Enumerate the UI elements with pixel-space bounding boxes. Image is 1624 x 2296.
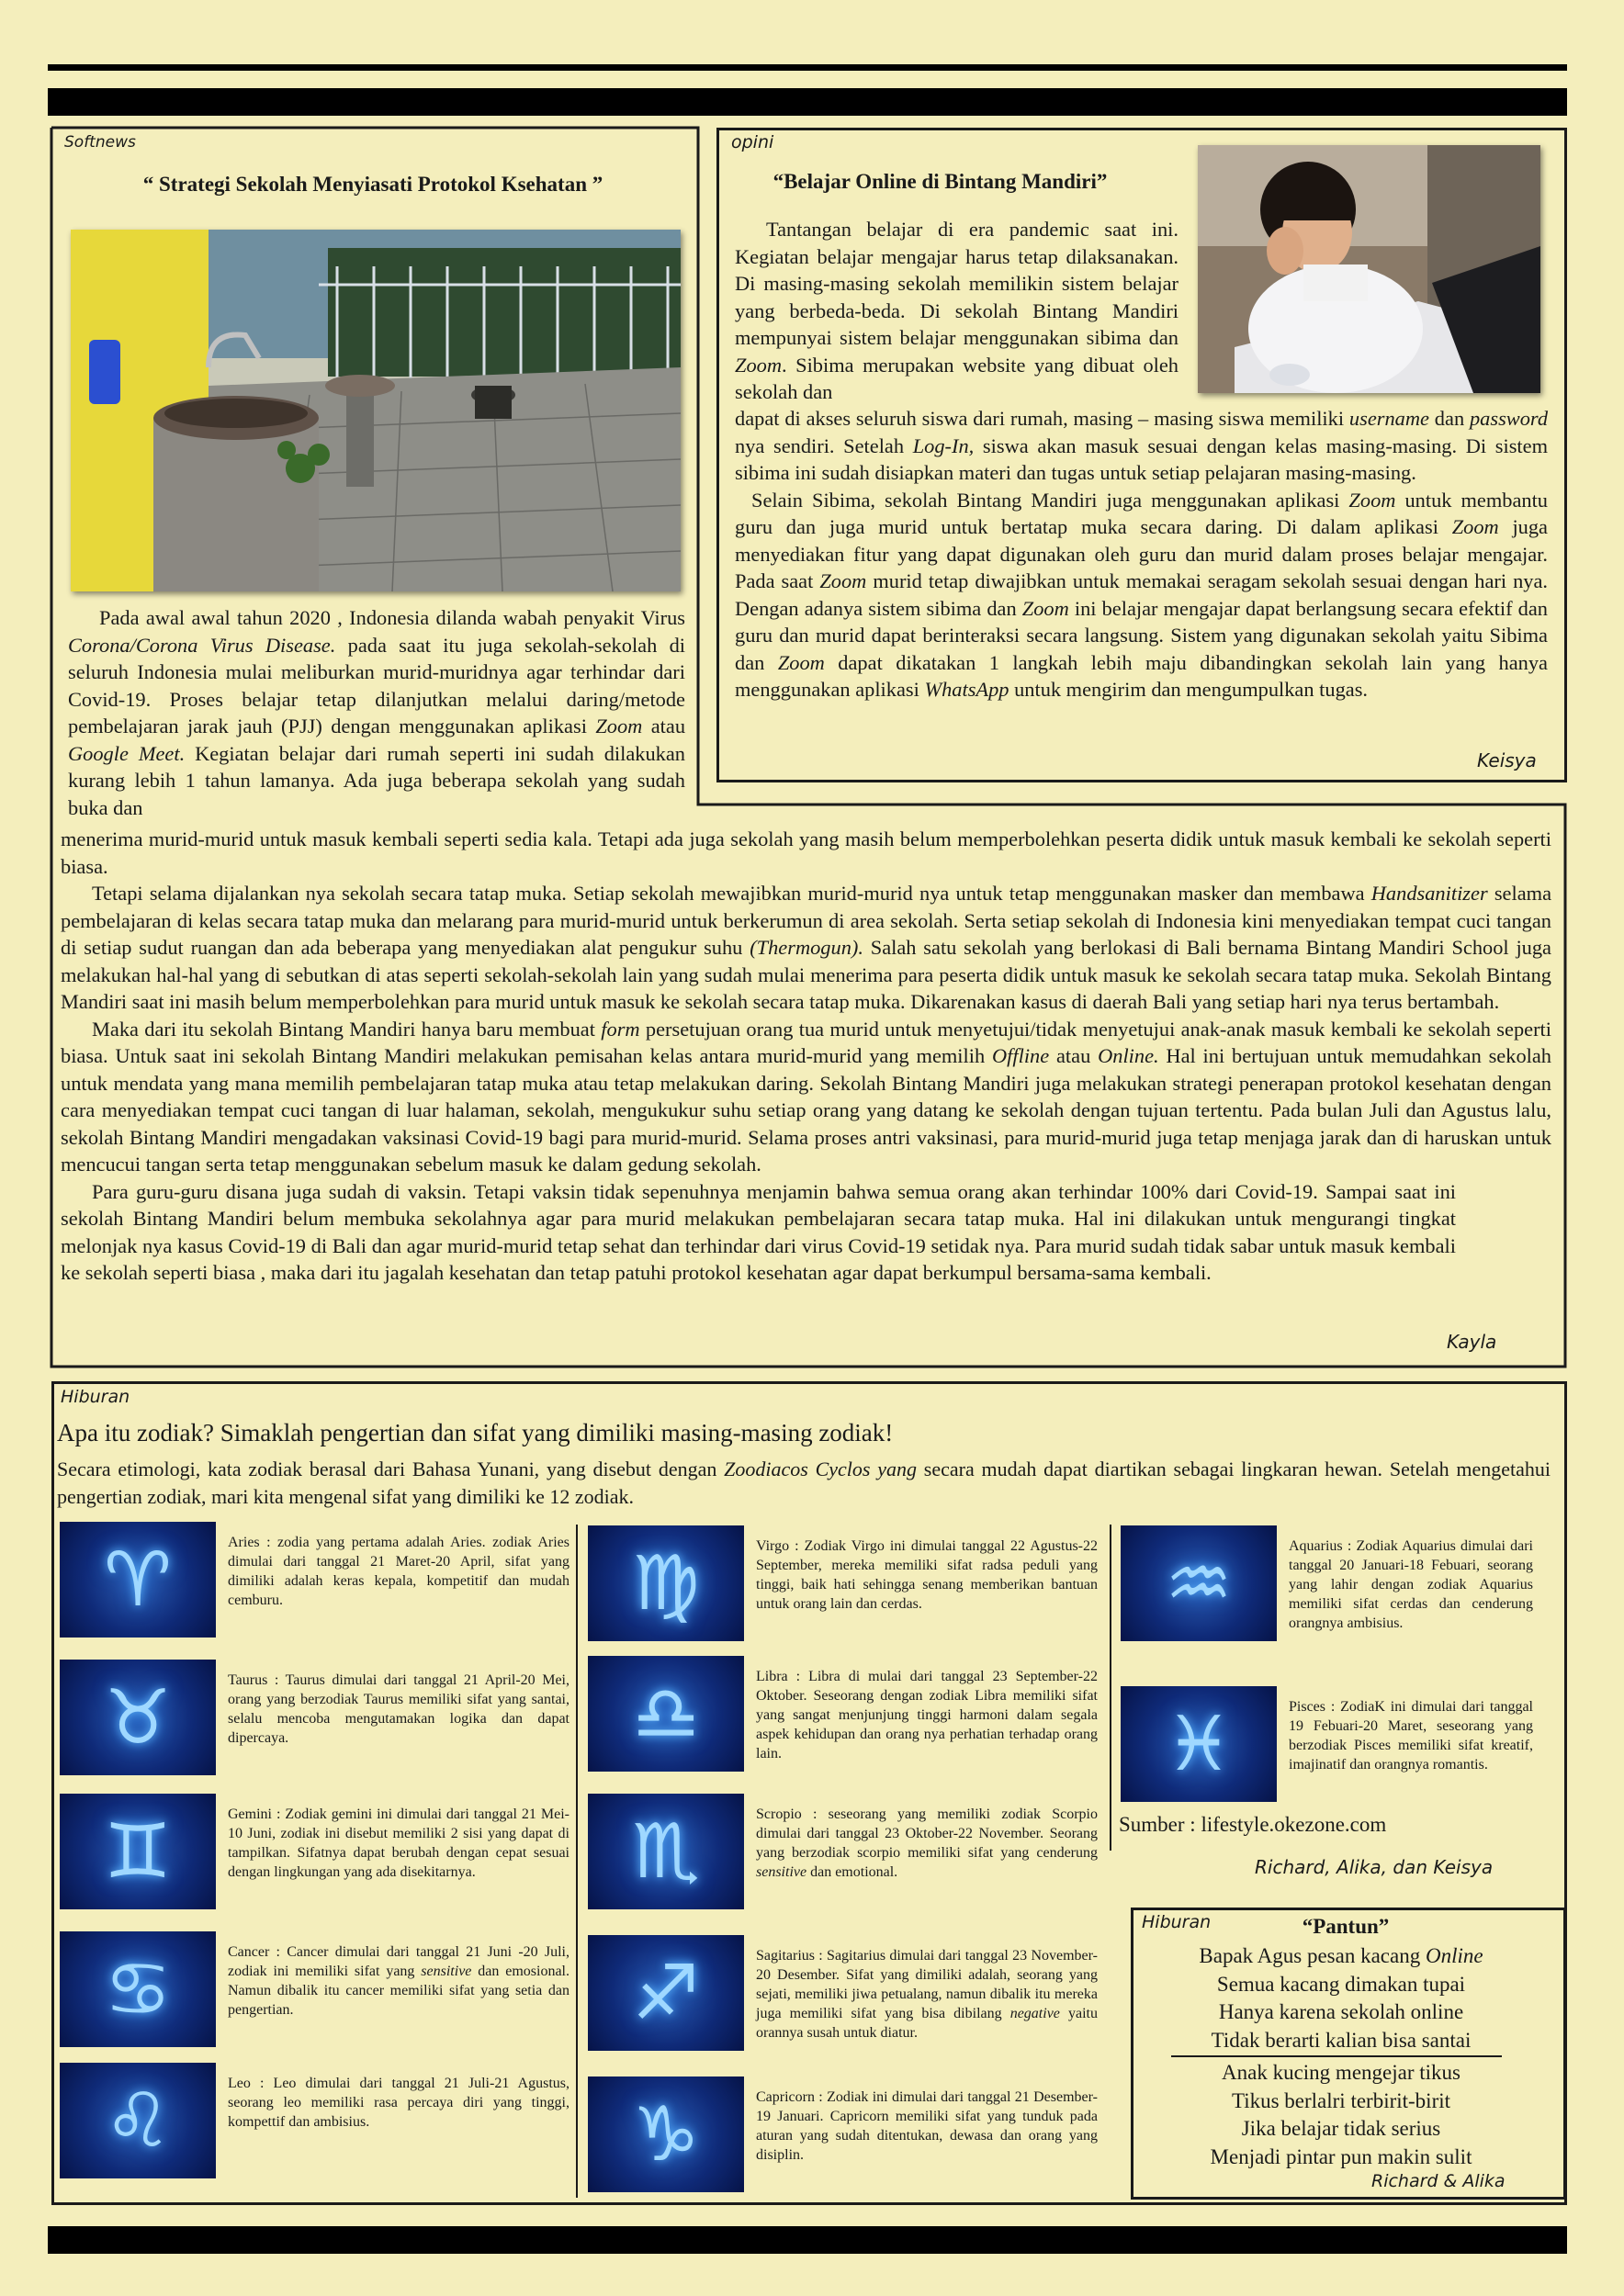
zodiac-authors: Richard, Alika, dan Keisya <box>1255 1856 1494 1878</box>
zodiac-capricorn-description: Capricorn : Zodiak ini dimulai dari tanggal 21 Desember-19 Januari. Capricorn memiliki sifat yang tunduk pada aturan yang sudah ditentukan, dewasa dan orang yang disiplin. <box>756 2089 1098 2163</box>
zodiac-gemini-description: Gemini : Zodiak gemini ini dimulai dari tanggal 21 Mei-10 Juni, zodiak ini disebut memiliki 2 sisi yang dapat di tampilkan. Sifatnya dapat berubah dengan cepat sesuai dengan lingkungan yang ada disekitarnya. <box>228 1806 570 1880</box>
zodiac-gemini-image <box>60 1794 216 1909</box>
opini-wide-text <box>735 405 1548 703</box>
zodiac-taurus-icon: ♉ <box>104 1673 172 1761</box>
hiburan-intro: Secara etimologi, kata zodiak berasal dari Bahasa Yunani, yang disebut dengan Zoodiacos Cyclos yang secara mudah dapat diartikan sebagai lingkaran hewan. Setelah mengetahui pengertian zodiak, mari kita mengenal sifat yang dimiliki ke 12 zodiak. <box>57 1458 1551 1508</box>
pantun-line-7: Jika belajar tidak serius <box>1241 2117 1441 2140</box>
softnews-continuation: menerima murid-murid untuk masuk kembali seperti sedia kala. Tetapi ada juga sekolah yang masih belum memperbolehkan peserta didik untuk masuk kembali ke sekolah seperti biasa. <box>61 827 1551 878</box>
pantun-line-8: Menjadi pintar pun makin sulit <box>1210 2144 1472 2168</box>
pantun-line-3: Hanya karena sekolah online <box>1218 2000 1464 2023</box>
opini-author: Keisya <box>1477 749 1537 771</box>
pantun-text <box>1144 1942 1539 2171</box>
zodiac-aries-icon: ♈ <box>104 1536 172 1624</box>
pantun-line-5: Anak kucing mengejar tikus <box>1222 2061 1460 2084</box>
zodiac-leo-description: Leo : Leo dimulai dari tanggal 21 Juli-21 Agustus, seorang leo memiliki rasa percaya diri yang tinggi, kompettif dan ambisius. <box>228 2076 570 2130</box>
pantun-divider <box>1171 2055 1502 2057</box>
zodiac-scorpio-description: Scropio : seseorang yang memiliki zodiak Scorpio dimulai dari tanggal 23 Oktober-22 November. Seorang yang berzodiak scorpio memiliki sifat yang cenderung sensitive dan emotional. <box>756 1806 1098 1880</box>
zodiac-pisces-image <box>1121 1686 1277 1802</box>
opini-tag: opini <box>731 132 774 152</box>
zodiac-pisces-icon: ♓ <box>1165 1700 1233 1788</box>
zodiac-libra-icon: ♎ <box>632 1670 700 1758</box>
zodiac-scorpio-icon: ♏ <box>632 1807 700 1896</box>
zodiac-gemini-icon: ♊ <box>104 1807 172 1896</box>
softnews-paragraph-4: Para guru-guru disana juga sudah di vaksin. Tetapi vaksin tidak sepenuhnya menjamin bahwa semua orang akan terhindar 100% dari Covid-19. Sampai saat ini sekolah Bintang Mandiri belum membuka sekolahnya agar para murid melakukan pembelajaran secara tatap muka. Hal ini dilakukan untuk mengurangi tingkat melonjak nya kasus Covid-19 di Bali dan agar murid-murid tetap sehat dan terhindar dari virus Covid-19 setidak nya. Para murid sudah tidak sabar untuk masuk kembali ke sekolah seperti biasa , maka dari itu jagalah kesehatan dan tetap patuhi protokol kesehatan agar dapat berkumpul bersama-sama kembali. <box>61 1179 1456 1284</box>
student-online-photo <box>1198 145 1540 393</box>
pantun-line-1: Bapak Agus pesan kacang Online <box>1199 1944 1483 1967</box>
zodiac-column-rule-1 <box>576 1525 578 2198</box>
zodiac-cancer-icon: ♋ <box>104 1945 172 2033</box>
softnews-lead-paragraph: Pada awal awal tahun 2020 , Indonesia dilanda wabah penyakit Virus Corona/Corona Virus Disease. pada saat itu juga sekolah-sekolah di seluruh Indonesia mulai meliburkan murid-muridnya agar terhindar dari Covid-19. Proses belajar tetap dilanjutkan melalui daring/metode pembelajaran jarak jauh (PJJ) dengan menggunakan aplikasi Zoom atau Google Meet. Kegiatan belajar dari rumah seperti ini sudah dilakukan kurang lebih 1 tahun lamanya. Ada juga beberapa sekolah yang sudah buka dan <box>68 606 686 819</box>
handwashing-station-photo <box>71 230 681 591</box>
hiburan-tag: Hiburan <box>61 1387 130 1407</box>
opini-paragraph-2: Selain Sibima, sekolah Bintang Mandiri juga menggunakan aplikasi Zoom untuk membantu guru dan juga murid untuk bertatap muka secara daring. Di dalam aplikasi Zoom juga menyediakan fitur yang dapat digunakan oleh guru dan murid dalam proses belajar mengajar. Pada saat Zoom murid tetap diwajibkan untuk memakai seragam sekolah sesuai dengan hari nya. Dengan adanya sistem sibima dan Zoom ini belajar mengajar dapat berlangsung secara efektif dan guru dan murid dapat berinteraksi secara langsung. Sistem yang digunakan sekolah yaitu Sibima dan Zoom dapat dikatakan 1 langkah lebih maju dibandingkan sekolah lain yang hanya menggunakan aplikasi WhatsApp untuk mengirim dan mengumpulkan tugas. <box>735 488 1549 701</box>
zodiac-pisces-description: Pisces : ZodiaK ini dimulai dari tanggal 19 Febuari-20 Maret, seseorang yang berzodiak Pisces memiliki sifat kreatif, imajinatif dan orangnya romantis. <box>1289 1699 1533 1773</box>
softnews-tag: Softnews <box>64 133 136 152</box>
zodiac-leo-image <box>60 2063 216 2178</box>
softnews-title: “ Strategi Sekolah Menyiasati Protokol Ksehatan ” <box>142 173 603 196</box>
opini-narrow-paragraph: Tantangan belajar di era pandemic saat ini. Kegiatan belajar mengajar harus tetap dilaksanakan. Di masing-masing sekolah memilikin sistem belajar yang berbeda-beda. Di sekolah Bintang Mandiri mempunyai sistem belajar menggunakan sibima dan Zoom. Sibima merupakan website yang dibuat oleh sekolah dan <box>735 218 1179 403</box>
zodiac-aquarius-description: Aquarius : Zodiak Aquarius dimulai dari tanggal 20 Januari-18 Febuari, seorang yang lahir dengan zodiak Aquarius memiliki sifat cerdas dan cenderung orangnya ambisius. <box>1289 1538 1533 1631</box>
zodiac-cancer-description: Cancer : Cancer dimulai dari tanggal 21 Juni -20 Juli, zodiak ini memiliki sifat yang sensitive dan emosional. Namun dibalik itu cancer memiliki sifat yang setia dan pengertian. <box>228 1944 570 2018</box>
bottom-rule-thick <box>48 2226 1567 2254</box>
zodiac-leo-icon: ♌ <box>104 2077 172 2165</box>
zodiac-capricorn-icon: ♑ <box>632 2090 700 2178</box>
softnews-body <box>61 826 1551 1287</box>
zodiac-virgo-icon: ♍ <box>632 1539 700 1627</box>
softnews-paragraph-2: Tetapi selama dijalankan nya sekolah secara tatap muka. Setiap sekolah mewajibkan murid-murid nya untuk tetap menggunakan masker dan membawa Handsanitizer selama pembelajaran di kelas secara tatap muka dan melarang para murid-murid untuk berkerumun di area sekolah. Serta setiap sekolah di Indonesia kini menyediakan tempat cuci tangan di setiap sudut ruangan dan ada beberapa yang menyediakan alat pengukur suhu (Thermogun). Salah satu sekolah yang berlokasi di Bali bernama Bintang Mandiri School juga melakukan hal-hal yang di sebutkan di atas seperti sekolah-sekolah lain yang sudah mulai menerima para peserta didik untuk masuk ke sekolah secara tatap muka. Sekolah Bintang Mandiri saat ini masih belum memperbolehkan para murid untuk masuk ke sekolah secara tatap muka. Dikarenakan kasus di daerah Bali yang setiap hari nya terus bertambah. <box>61 882 1552 1013</box>
zodiac-scorpio-image <box>588 1794 744 1909</box>
zodiac-sagittarius-image <box>588 1935 744 2051</box>
zodiac-aquarius-icon: ♒ <box>1165 1539 1233 1627</box>
zodiac-taurus-description: Taurus : Taurus dimulai dari tanggal 21 April-20 Mei, orang yang berzodiak Taurus memiliki sifat yang santai, selalu mencoba mengutamakan logika dan dapat dipercaya. <box>228 1672 570 1746</box>
pantun-line-6: Tikus berlalri terbirit-birit <box>1231 2088 1451 2112</box>
zodiac-sagittarius-icon: ♐ <box>632 1949 700 2037</box>
zodiac-sagittarius-description: Sagitarius : Sagitarius dimulai dari tanggal 23 November-20 Desember. Sifat yang dimiliki adalah, seorang yang sejati, memiliki jiwa petualang, namun dibalik itu mereka juga memiliki sifat yang bisa dibilang negative yaitu orannya susah untuk diatur. <box>756 1948 1098 2041</box>
pantun-line-2: Semua kacang dimakan tupai <box>1216 1972 1466 1996</box>
zodiac-cancer-image <box>60 1931 216 2047</box>
zodiac-column-rule-2 <box>1110 1525 1111 1851</box>
zodiac-libra-image <box>588 1656 744 1772</box>
opini-title: “Belajar Online di Bintang Mandiri” <box>773 170 1108 193</box>
zodiac-capricorn-image <box>588 2077 744 2192</box>
zodiac-aries-description: Aries : zodia yang pertama adalah Aries. zodiak Aries dimulai dari tanggal 21 Maret-20 April, sifat yang dimiliki adalah keras kepala, kompetitif dan mudah cemburu. <box>228 1535 570 1608</box>
opini-paragraph-1: dapat di akses seluruh siswa dari rumah, masing – masing siswa memiliki username dan password nya sendiri. Setelah Log-In, siswa akan masuk sesuai dengan kelas masing-masing. Di sistem sibima ini sudah disiapkan materi dan tugas untuk setiap pelajaran masing-masing. <box>735 407 1549 484</box>
softnews-paragraph-3: Maka dari itu sekolah Bintang Mandiri hanya baru membuat form persetujuan orang tua murid untuk menyetujui/tidak menyetujui anak-anak masuk kembali ke sekolah seperti biasa. Untuk saat ini sekolah Bintang Mandiri melakukan pemisahan kelas antara murid-murid yang memilih Offline atau Online. Hal ini bertujuan untuk memudahkan sekolah untuk mendata yang mana memilih pembelajaran tatap muka atau tetap melakukan daring. Sekolah Bintang Mandiri juga melakukan strategi penerapan protokol kesehatan dengan cara menyediakan tempat cuci tangan di luar halaman, sekolah, mengukukur suhu setiap orang yang datang ke sekolah dengan tujuan tertentu. Pada bulan Juli dan Agustus lalu, sekolah Bintang Mandiri mengadakan vaksinasi Covid-19 bagi para murid-murid. Selama proses antri vaksinasi, para murid-murid juga tetap menjaga jarak dan di haruskan untuk mencucui tangan serta tetap menggunakan sebelum masuk ke dalam gedung sekolah. <box>61 1017 1551 1176</box>
hiburan-heading: Apa itu zodiak? Simaklah pengertian dan sifat yang dimiliki masing-masing zodiak! <box>57 1419 894 1446</box>
zodiac-aquarius-image <box>1121 1525 1277 1641</box>
zodiac-virgo-image <box>588 1525 744 1641</box>
zodiac-libra-description: Libra : Libra di mulai dari tanggal 23 September-22 Oktober. Seseorang dengan zodiak Libra memiliki sifat yang sangat menjunjung tinggi harmoni dalam segala aspek kehidupan dan orang nya perhatian terhadap orang lain. <box>756 1669 1098 1761</box>
zodiac-virgo-description: Virgo : Zodiak Virgo ini dimulai tanggal 22 Agustus-22 September, mereka memiliki sifat radsa peduli yang tinggi, baik hati sehingga senang memberikan bantuan untuk orang lain dan cerdas. <box>756 1538 1098 1612</box>
pantun-tag: Hiburan <box>1142 1912 1212 1932</box>
pantun-authors: Richard & Alika <box>1371 2171 1506 2191</box>
pantun-line-4: Tidak berarti kalian bisa santai <box>1211 2028 1472 2052</box>
zodiac-taurus-image <box>60 1660 216 1775</box>
softnews-author: Kayla <box>1447 1331 1497 1353</box>
zodiac-aries-image <box>60 1522 216 1638</box>
zodiac-source: Sumber : lifestyle.okezone.com <box>1119 1813 1387 1836</box>
pantun-title: “Pantun” <box>1302 1915 1390 1938</box>
